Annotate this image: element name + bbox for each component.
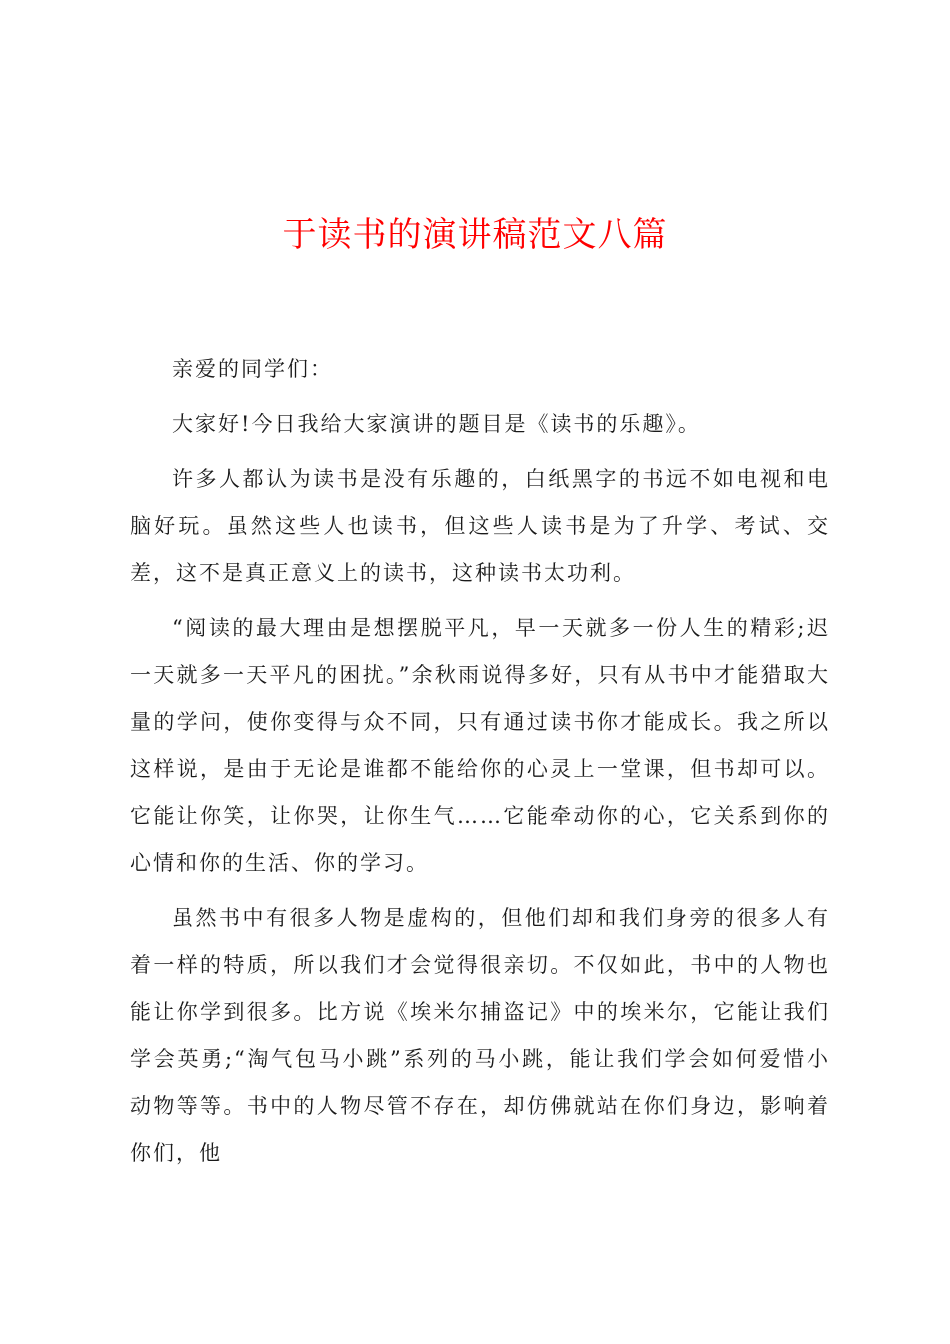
paragraph-4: “阅读的最大理由是想摆脱平凡，早一天就多一份人生的精彩;迟一天就多一天平凡的困扰。”余秋雨说得多好，只有从书中才能猎取大量的学问，使你变得与众不同，只有通过读书你才能成长。我之所以这样说，是由于无论是谁都不能给你的心灵上一堂课，但书却可以。它能让你笑，让你哭，让你生气……它能牵动你的心，它关系到你的心情和你的生活、你的学习。: [130, 616, 830, 875]
paragraph-intro: 大家好!今日我给大家演讲的题目是《读书的乐趣》。: [172, 412, 701, 436]
paragraph-5: 虽然书中有很多人物是虚构的，但他们却和我们身旁的很多人有着一样的特质，所以我们才会觉得很亲切。不仅如此，书中的人物也能让你学到很多。比方说《埃米尔捕盗记》中的埃米尔，它能让我们学会英勇;“淘气包马小跳”系列的马小跳，能让我们学会如何爱惜小动物等等。书中的人物尽管不存在，却仿佛就站在你们身边，影响着你们，他: [130, 906, 830, 1165]
document-title: 于读书的演讲稿范文八篇: [282, 215, 668, 255]
paragraph-greeting: 亲爱的同学们：: [172, 357, 333, 381]
document-body: [130, 346, 830, 1185]
paragraph-3: 许多人都认为读书是没有乐趣的，白纸黑字的书远不如电视和电脑好玩。虽然这些人也读书，但这些人读书是为了升学、考试、交差，这不是真正意义上的读书，这种读书太功利。: [130, 467, 830, 585]
